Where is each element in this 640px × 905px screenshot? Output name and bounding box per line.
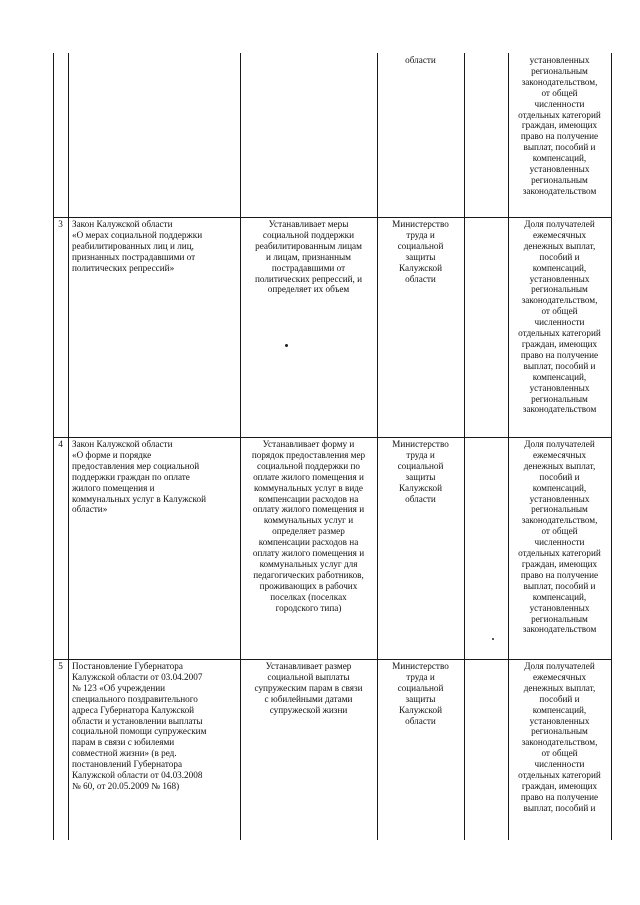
- legal-act-cell: Закон Калужской области «О форме и порядке предоставления мер социальной поддержки граждан по оплате жилого помещения и коммунальных услуг в Калужской области»: [72, 439, 207, 515]
- executor-cell: Министерство труда и социальной защиты Калужской области: [392, 661, 449, 726]
- column-divider: [68, 53, 69, 840]
- executor-cell: области: [405, 55, 436, 65]
- table-border-right: [611, 53, 612, 840]
- row-number: 5: [58, 661, 63, 671]
- description-cell: Устанавливает форму и порядок предоставления мер социальной поддержки по оплате жилого помещения и коммунальных услуг в виде компенсации расходов на оплату жилого помещения и коммунальных услуг и определяет размер компенсации расходов на оплату жилого помещения и коммунальных услуг для педагогических работников, проживающих в рабочих поселках (поселках городского типа): [251, 439, 366, 613]
- row-divider: [53, 437, 612, 438]
- column-divider: [464, 53, 465, 840]
- description-cell: Устанавливает размер социальной выплаты супружеским парам в связи с юбилейными датами супружеской жизни: [254, 661, 363, 715]
- legal-acts-table: [53, 53, 612, 840]
- row-number: 4: [58, 439, 63, 449]
- scan-speck: [285, 344, 288, 347]
- indicator-cell: Доля получателей ежемесячных денежных выплат, пособий и компенсаций, установленных региональным законодательством, от общей численности отдельных категорий граждан, имеющих право на получение выплат, пособий и компенсаций, установленных региональным законодательством: [518, 219, 601, 415]
- legal-act-cell: Закон Калужской области «О мерах социальной поддержки реабилитированных лиц и лиц, признанных пострадавшими от политических репрессий»: [72, 219, 203, 273]
- column-divider: [240, 53, 241, 840]
- legal-act-cell: Постановление Губернатора Калужской области от 03.04.2007 № 123 «Об учреждении специального поздравительного адреса Губернатора Калужской области и установлении выплаты социальной помощи супружеским парам в связи с юбилеями совместной жизни» (в ред. постановлений Губернатора Калужской области от 04.03.2008 № 60, от 20.05.2009 № 168): [72, 661, 207, 791]
- scan-speck: [492, 638, 494, 640]
- row-divider: [53, 659, 612, 660]
- indicator-cell: Доля получателей ежемесячных денежных выплат, пособий и компенсаций, установленных региональным законодательством, от общей численности отдельных категорий граждан, имеющих право на получение выплат, пособий и компенсаций, установленных региональным законодательством: [518, 439, 601, 635]
- row-number: 3: [58, 219, 63, 229]
- executor-cell: Министерство труда и социальной защиты Калужской области: [392, 219, 449, 284]
- executor-cell: Министерство труда и социальной защиты Калужской области: [392, 439, 449, 504]
- indicator-cell: Доля получателей ежемесячных денежных выплат, пособий и компенсаций, установленных региональным законодательством, от общей численности отдельных категорий граждан, имеющих право на получение выплат, пособий и: [518, 661, 601, 813]
- row-divider: [53, 217, 612, 218]
- description-cell: Устанавливает меры социальной поддержки реабилитированным лицам и лицам, признанным пострадавшими от политических репрессий, и определяет их объем: [254, 219, 363, 295]
- indicator-cell: установленных региональным законодательством, от общей численности отдельных категорий граждан, имеющих право на получение выплат, пособий и компенсаций, установленных региональным законодательством: [518, 55, 601, 196]
